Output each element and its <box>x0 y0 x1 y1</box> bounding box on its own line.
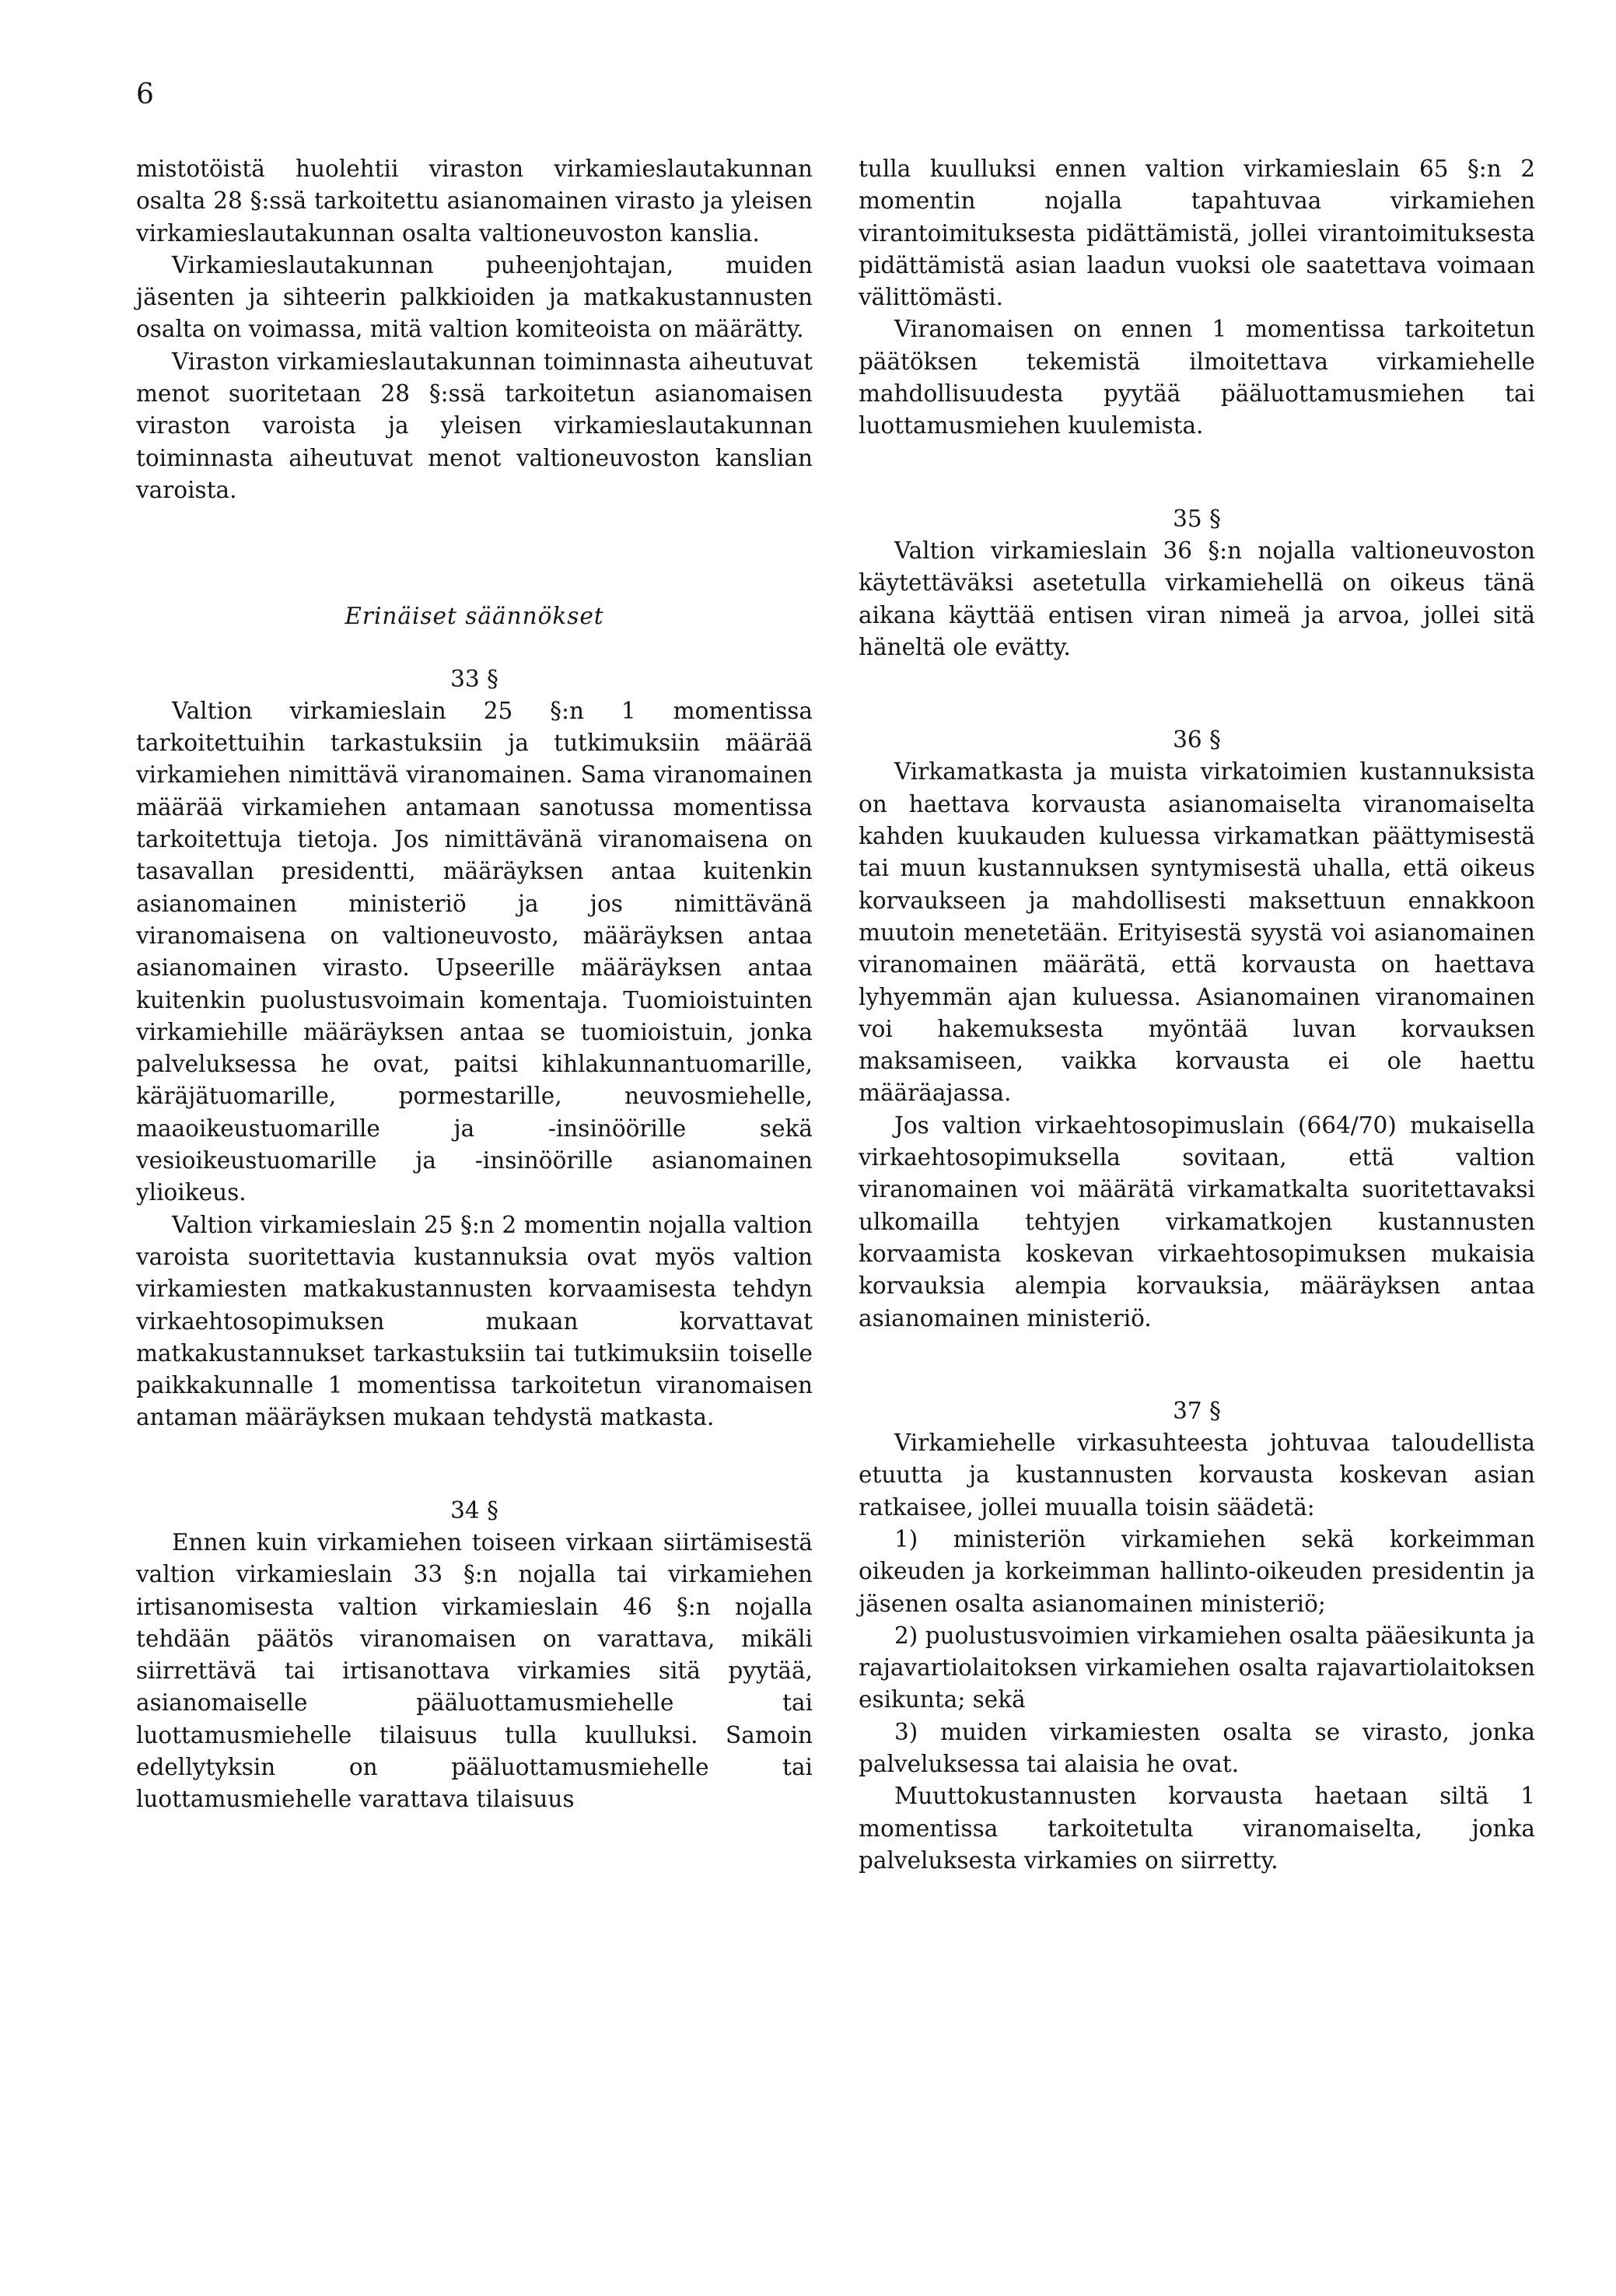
section-number-34: 34 § <box>450 1496 498 1524</box>
section-number-36: 36 § <box>1173 726 1221 754</box>
body-paragraph: mistotöistä huolehtii viraston virkamieslautakunnan osalta 28 §:ssä tarkoitettu asianomainen virasto ja yleisen virkamieslautakunnan osalta valtioneuvoston kanslia. <box>136 156 813 247</box>
body-paragraph: Valtion virkamieslain 25 §:n 2 momentin nojalla valtion varoista suoritettavia kustannuksia ovat myös valtion virkamiesten matkakustannusten korvaamisesta tehdyn virkaehtosopimuksen mukaan korvattavat matkakustannukset tarkastuksiin tai tutkimuksiin toiselle paikkakunnalle 1 momentissa tarkoitetun viranomaisen antaman määräyksen mukaan tehdystä matkasta. <box>136 1211 813 1431</box>
body-paragraph: Virkamiehelle virkasuhteesta johtuvaa taloudellista etuutta ja kustannusten korvausta koskevan asian ratkaisee, jollei muualla toisin säädetä: <box>859 1430 1535 1521</box>
list-item: 2) puolustusvoimien virkamiehen osalta pääesikunta ja rajavartiolaitoksen virkamiehen osalta rajavartiolaitoksen esikunta; sekä <box>859 1622 1535 1713</box>
right-column <box>859 153 1535 1877</box>
left-column <box>136 153 813 1816</box>
list-item: 1) ministeriön virkamiehen sekä korkeimman oikeuden ja korkeimman hallinto-oikeuden presidentin ja jäsenen osalta asianomainen ministeriö; <box>859 1525 1535 1617</box>
body-paragraph: Virkamieslautakunnan puheenjohtajan, muiden jäsenten ja sihteerin palkkioiden ja matkakustannusten osalta on voimassa, mitä valtion komiteoista on määrätty. <box>136 251 813 343</box>
body-paragraph: Viraston virkamieslautakunnan toiminnasta aiheutuvat menot suoritetaan 28 §:ssä tarkoitetun asianomaisen viraston varoista ja yleisen virkamieslautakunnan toiminnasta aiheutuvat menot valtioneuvoston kanslian varoista. <box>136 348 813 503</box>
body-paragraph: Muuttokustannusten korvausta haetaan siltä 1 momentissa tarkoitetulta viranomaiselta, jonka palveluksesta virkamies on siirretty. <box>859 1783 1535 1874</box>
body-paragraph: Valtion virkamieslain 25 §:n 1 momentissa tarkoitettuihin tarkastuksiin ja tutkimuksiin määrää virkamiehen nimittävä viranomainen. Sama viranomainen määrää virkamiehen antamaan sanotussa momentissa tarkoitettuja tietoja. Jos nimittävänä viranomaisena on tasavallan presidentti, määräyksen antaa kuitenkin asianomainen ministeriö ja jos nimittävänä viranomaisena on valtioneuvosto, määräyksen antaa asianomainen virasto. Upseerille määräyksen antaa kuitenkin puolustusvoimain komentaja. Tuomioistuinten virkamiehille määräyksen antaa se tuomioistuin, jonka palveluksessa he ovat, paitsi kihlakunnantuomarille, käräjätuomarille, pormestarille, neuvosmiehelle, maaoikeustuomarille ja -insinöörille sekä vesioikeustuomarille ja -insinöörille asianomainen ylioikeus. <box>136 697 813 1206</box>
section-number-35: 35 § <box>1173 505 1221 532</box>
body-paragraph: tulla kuulluksi ennen valtion virkamieslain 65 §:n 2 momentin nojalla tapahtuvaa virkamiehen virantoimituksesta pidättämistä, jollei virantoimituksesta pidättämistä asian laadun vuoksi ole saatettava voimaan välittömästi. <box>859 156 1535 311</box>
body-paragraph: Valtion virkamieslain 36 §:n nojalla valtioneuvoston käytettäväksi asetetulla virkamiehellä on oikeus tänä aikana käyttää entisen viran nimeä ja arvoa, jollei sitä häneltä ole evätty. <box>859 537 1535 660</box>
body-paragraph: Virkamatkasta ja muista virkatoimien kustannuksista on haettava korvausta asianomaiselta viranomaiselta kahden kuukauden kuluessa virkamatkan päättymisestä tai muun kustannuksen syntymisestä uhalla, että oikeus korvaukseen ja mahdollisesti maksettuun ennakkoon muutoin menetetään. Erityisestä syystä voi asianomainen viranomainen määrätä, että korvausta on haettava lyhyemmän ajan kuluessa. Asianomainen viranomainen voi hakemuksesta myöntää luvan korvauksen maksamiseen, vaikka korvausta ei ole haettu määräajassa. <box>859 758 1535 1107</box>
section-number-33: 33 § <box>450 665 498 692</box>
body-paragraph: Jos valtion virkaehtosopimuslain (664/70) mukaisella virkaehtosopimuksella sovitaan, että valtion viranomainen voi määrätä virkamatkalta suoritettavaksi ulkomailla tehtyjen virkamatkojen kustannusten korvaamista koskevan virkaehtosopimuksen mukaisia korvauksia alempia korvauksia, määräyksen antaa asianomainen ministeriö. <box>859 1111 1535 1332</box>
body-paragraph: Ennen kuin virkamiehen toiseen virkaan siirtämisestä valtion virkamieslain 33 §:n nojalla tai virkamiehen irtisanomisesta valtion virkamieslain 46 §:n nojalla tehdään päätös viranomaisen on varattava, mikäli siirrettävä tai irtisanottava virkamies sitä pyytää, asianomaiselle pääluottamusmiehelle tai luottamusmiehelle tilaisuus tulla kuulluksi. Samoin edellytyksin on pääluottamusmiehelle tai luottamusmiehelle varattava tilaisuus <box>136 1528 813 1813</box>
section-number-37: 37 § <box>1173 1397 1221 1424</box>
list-item: 3) muiden virkamiesten osalta se virasto, jonka palveluksessa tai alaisia he ovat. <box>859 1718 1535 1778</box>
section-heading: Erinäiset säännökset <box>345 603 604 630</box>
page-number: 6 <box>136 79 154 110</box>
body-paragraph: Viranomaisen on ennen 1 momentissa tarkoitetun päätöksen tekemistä ilmoitettava virkamiehelle mahdollisuudesta pyytää pääluottamusmiehen tai luottamusmiehen kuulemista. <box>859 316 1535 439</box>
